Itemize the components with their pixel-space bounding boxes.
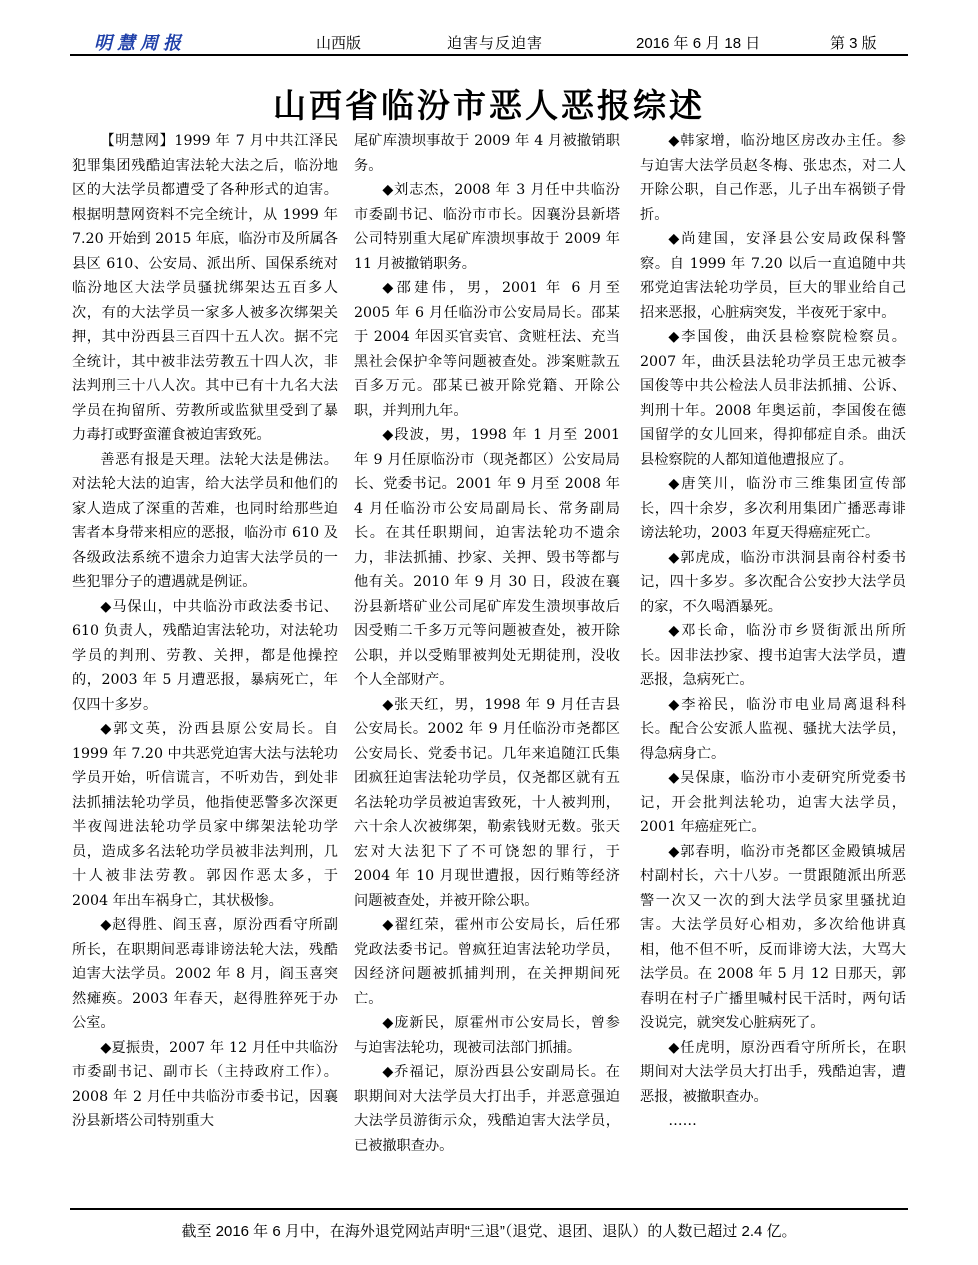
article-paragraph: 【明慧网】1999 年 7 月中共江泽民犯罪集团残酷迫害法轮大法之后，临汾地区的大法学员都遭受了各种形式的迫害。根据明慧网资料不完全统计，从 1999 年 7.20 开始到 2015 年底，临汾市及所属各县区 610、公安局、派出所、国保系统对临汾地区大法学员骚扰绑架达五百多人次，有的大法学员一家多人被多次绑架关押，其中汾西县三百四十五人次。据不完全统计，其中被非法劳教五十四人次，非法判刑三十八人次。其中已有十九名大法学员在拘留所、劳教所或监狱里受到了暴力毒打或野蛮灌食被迫害致死。: [72, 133, 338, 443]
article-column-3: [640, 129, 906, 1134]
article-paragraph: ◆韩家增，临汾地区房改办主任。参与迫害大法学员赵冬梅、张忠杰，对二人开除公职，自己作恶，儿子出车祸锁子骨折。: [640, 133, 906, 223]
article-paragraph: ◆马保山，中共临汾市政法委书记、610 负责人，残酷迫害法轮功，对法轮功学员的判刑、劳教、关押，都是他操控的，2003 年 5 月遭恶报，暴病死亡，年仅四十多岁。: [72, 598, 338, 713]
article-paragraph: ◆郭虎成，临汾市洪洞县南谷村委书记，四十多岁。多次配合公安抄大法学员的家，不久喝酒暴死。: [640, 549, 906, 615]
article-paragraph: 善恶有报是天理。法轮大法是佛法。对法轮大法的迫害，给大法学员和他们的家人造成了深重的苦难，也同时给那些迫害者本身带来相应的恶报，临汾市 610 及各级政法系统不遗余力迫害大法学员的一些犯罪分子的遭遇就是例证。: [72, 451, 338, 590]
edition-label: 山西版: [316, 35, 362, 52]
section-label: 迫害与反迫害: [447, 34, 544, 52]
article-paragraph: ◆夏振贵，2007 年 12 月任中共临汾市委副书记、副市长（主持政府工作）。2008 年 2 月任中共临汾市委书记，因襄汾县新塔公司特别重大: [72, 1039, 338, 1129]
article-paragraph: ◆庞新民，原霍州市公安局长，曾参与迫害法轮功，现被司法部门抓捕。: [354, 1015, 620, 1056]
article-column-1: [72, 129, 338, 1134]
issue-date: 2016 年 6 月 18 日: [636, 35, 761, 52]
article-paragraph: ◆尚建国，安泽县公安局政保科警察。自 1999 年 7.20 以后一直追随中共邪党迫害法轮功学员，巨大的罪业给自己招来恶报，心脏病突发，半夜死于家中。: [640, 231, 906, 321]
article-paragraph: ◆邵建伟，男，2001 年 6 月至 2005 年 6 月任临汾市公安局局长。邵某于 2004 年因买官卖官、贪赃枉法、充当黑社会保护伞等问题被查处。涉案赃款五百多万元。邵某已被开除党籍、开除公职，并判刑九年。: [354, 280, 620, 419]
article-paragraph: ◆郭春明，临汾市尧都区金殿镇城居村副村长，六十八岁。一贯跟随派出所恶警一次又一次的到大法学员家里骚扰迫害。大法学员好心相劝，多次给他讲真相，他不但不听，反而诽谤大法，大骂大法学员。在 2008 年 5 月 12 日那天，郭春明在村子广播里喊村民干活时，两句话没说完，就突发心脏病死了。: [640, 843, 906, 1031]
article-paragraph: ◆张天红，男，1998 年 9 月任吉县公安局长。2002 年 9 月任临汾市尧都区公安局长、党委书记。几年来追随江氏集团疯狂迫害法轮功学员，仅尧都区就有五名法轮功学员被迫害致死，十人被判刑，六十余人次被绑架，勒索钱财无数。张天宏对大法犯下了不可饶恕的罪行，于 2004 年 10 月现世遭报，因行贿等经济问题被查处，并被开除公职。: [354, 696, 620, 909]
article-paragraph: ◆段波，男，1998 年 1 月至 2001 年 9 月任原临汾市（现尧都区）公安局局长、党委书记。2001 年 9 月至 2008 年 4 月任临汾市公安局副局长、常务副局长。在其任职期间，迫害法轮功不遗余力，非法抓捕、抄家、关押、毁书等都与他有关。2010 年 9 月 30 日，段波在襄汾县新塔矿业公司尾矿库发生溃坝事故后因受贿二千多万元等问题被查处，被开除公职，并以受贿罪被判处无期徒刑，没收个人全部财产。: [354, 427, 620, 688]
article-paragraph: ◆赵得胜、阎玉喜，原汾西看守所副所长，在职期间恶毒诽谤法轮大法，残酷迫害大法学员。2002 年 8 月，阎玉喜突然瘫痪。2003 年春天，赵得胜猝死于办公室。: [72, 917, 338, 1031]
article-paragraph: ◆唐笑川，临汾市三维集团宣传部长，四十余岁，多次利用集团广播恶毒诽谤法轮功，2003 年夏天得癌症死亡。: [640, 476, 906, 541]
article-paragraph: ◆李国俊，曲沃县检察院检察员。2007 年，曲沃县法轮功学员王忠元被李国俊等中共公检法人员非法抓捕、公诉、判刑十年。2008 年奥运前，李国俊在德国留学的女儿回来，得抑郁症自杀。曲沃县检察院的人都知道他遭报应了。: [640, 329, 906, 468]
article-paragraph: ◆邓长命，临汾市乡贤街派出所所长。因非法抄家、搜书迫害大法学员，遭恶报，急病死亡。: [640, 623, 906, 688]
article-paragraph: ◆任虎明，原汾西看守所所长，在职期间对大法学员大打出手，残酷迫害，遭恶报，被撤职查办。: [640, 1039, 906, 1105]
footer-rule: [70, 1208, 908, 1210]
article-column-2: [354, 129, 620, 1158]
article-paragraph: ◆吴保康，临汾市小麦研究所党委书记，开会批判法轮功，迫害大法学员，2001 年癌症死亡。: [640, 770, 906, 835]
article-paragraph: ◆李裕民，临汾市电业局离退科科长。配合公安派人监视、骚扰大法学员，得急病身亡。: [640, 696, 906, 762]
page-number: 第 3 版: [830, 35, 877, 52]
article-paragraph: ◆刘志杰，2008 年 3 月任中共临汾市委副书记、临汾市市长。因襄汾县新塔公司特别重大尾矿库溃坝事故于 2009 年 11 月被撤销职务。: [354, 182, 620, 272]
article-paragraph: ……: [668, 1113, 697, 1129]
article-paragraph: ◆郭文英，汾西县原公安局长。自 1999 年 7.20 中共恶党迫害大法与法轮功学员开始，听信谎言，不听劝告，到处非法抓捕法轮功学员，他指使恶警多次深更半夜闯进法轮功学员家中绑架法轮功学员，造成多名法轮功学员被非法判刑，几十人被非法劳教。郭因作恶太多，于 2004 年出车祸身亡，其状极惨。: [72, 721, 338, 909]
page-header: [70, 24, 908, 58]
article-paragraph: ◆乔福记，原汾西县公安副局长。在职期间对大法学员大打出手，并恶意强迫大法学员游街示众，残酷迫害大法学员，已被撤职查办。: [354, 1064, 620, 1154]
footer-notice: 截至 2016 年 6 月中，在海外退党网站声明“三退”（退党、退团、退队）的人数已超过 2.4 亿。: [181, 1223, 797, 1240]
article-paragraph: ◆翟红荣，霍州市公安局长，后任邪党政法委书记。曾疯狂迫害法轮功学员，因经济问题被抓捕判刑，在关押期间死亡。: [354, 917, 620, 1007]
article-paragraph: 尾矿库溃坝事故于 2009 年 4 月被撤销职务。: [354, 133, 620, 174]
masthead-brand: 明慧周报: [94, 33, 186, 54]
header-rule: [70, 54, 908, 56]
article-title: 山西省临汾市恶人恶报综述: [273, 86, 705, 125]
